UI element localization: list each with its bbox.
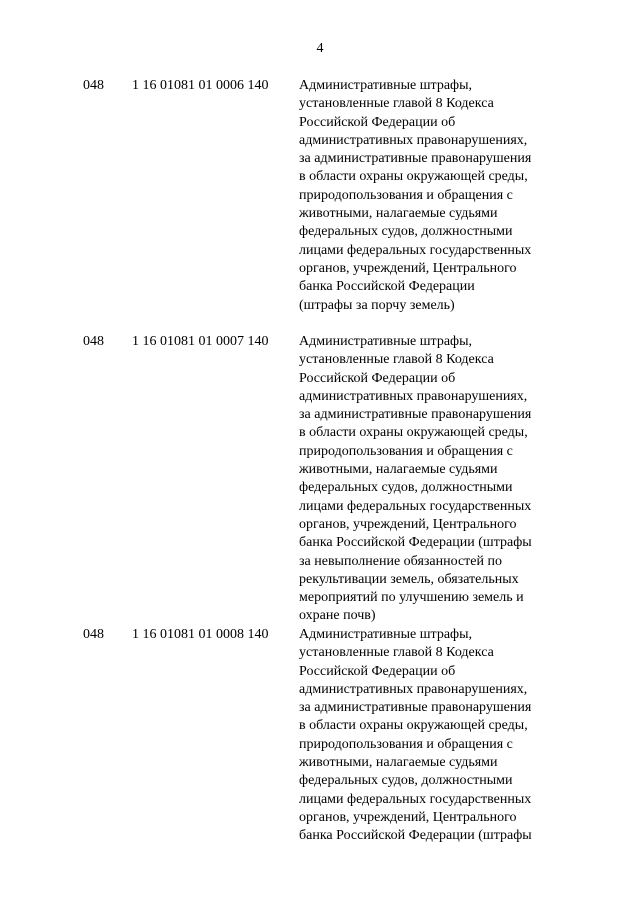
description-line: в области охраны окружающей среды, (299, 718, 528, 734)
description-line: в области охраны окружающей среды, (299, 169, 528, 185)
description-line: Российской Федерации об (299, 663, 456, 679)
description-line: за административные правонарушения (299, 151, 532, 167)
description-line: административных правонарушениях, (299, 681, 528, 697)
budget-code-entry (0, 626, 640, 850)
page-number: 4 (316, 41, 324, 56)
budget-code-entry (0, 333, 640, 626)
description-line: животными, налагаемые судьями (299, 206, 498, 222)
description-line: природопользования и обращения с (299, 187, 513, 203)
administrator-code: 048 (83, 78, 104, 93)
description-line: охране почв) (299, 608, 376, 624)
description-line: банка Российской Федерации (штрафы (299, 535, 532, 551)
description-line: лицами федеральных государственных (299, 242, 532, 258)
description-line: в области охраны окружающей среды, (299, 425, 528, 441)
description-line: Административные штрафы, (299, 334, 473, 349)
description-line: за административные правонарушения (299, 700, 532, 716)
administrator-code: 048 (83, 334, 104, 349)
description-line: Российской Федерации об (299, 114, 456, 130)
description-line: банка Российской Федерации (299, 279, 475, 295)
description-line: животными, налагаемые судьями (299, 755, 498, 771)
description-line: за административные правонарушения (299, 407, 532, 423)
budget-code-entry (0, 77, 640, 333)
description-line: природопользования и обращения с (299, 736, 513, 752)
description-line: административных правонарушениях, (299, 132, 528, 148)
description-line: административных правонарушениях, (299, 388, 528, 404)
description-line: за невыполнение обязанностей по (299, 553, 502, 569)
entry-description (299, 77, 559, 315)
description-line: (штрафы за порчу земель) (299, 297, 455, 313)
description-line: животными, налагаемые судьями (299, 462, 498, 478)
administrator-code: 048 (83, 627, 104, 642)
description-line: федеральных судов, должностными (299, 224, 513, 240)
description-line: федеральных судов, должностными (299, 480, 513, 496)
budget-classification-code: 1 16 01081 01 0006 140 (132, 78, 269, 93)
description-line: установленные главой 8 Кодекса (299, 96, 494, 112)
budget-classification-code: 1 16 01081 01 0008 140 (132, 627, 269, 642)
description-line: Административные штрафы, (299, 78, 473, 93)
budget-classification-code: 1 16 01081 01 0007 140 (132, 334, 269, 349)
description-line: органов, учреждений, Центрального (299, 260, 517, 276)
description-line: лицами федеральных государственных (299, 498, 532, 514)
description-line: банка Российской Федерации (штрафы (299, 828, 532, 844)
description-line: лицами федеральных государственных (299, 791, 532, 807)
entry-description (299, 626, 559, 846)
description-line: органов, учреждений, Центрального (299, 516, 517, 532)
description-line: Административные штрафы, (299, 627, 473, 642)
budget-code-table (0, 77, 640, 850)
description-line: мероприятий по улучшению земель и (299, 590, 524, 606)
description-line: органов, учреждений, Центрального (299, 809, 517, 825)
description-line: Российской Федерации об (299, 370, 456, 386)
entry-description (299, 333, 559, 626)
description-line: рекультивации земель, обязательных (299, 571, 519, 587)
description-line: установленные главой 8 Кодекса (299, 645, 494, 661)
description-line: федеральных судов, должностными (299, 773, 513, 789)
description-line: природопользования и обращения с (299, 443, 513, 459)
description-line: установленные главой 8 Кодекса (299, 352, 494, 368)
